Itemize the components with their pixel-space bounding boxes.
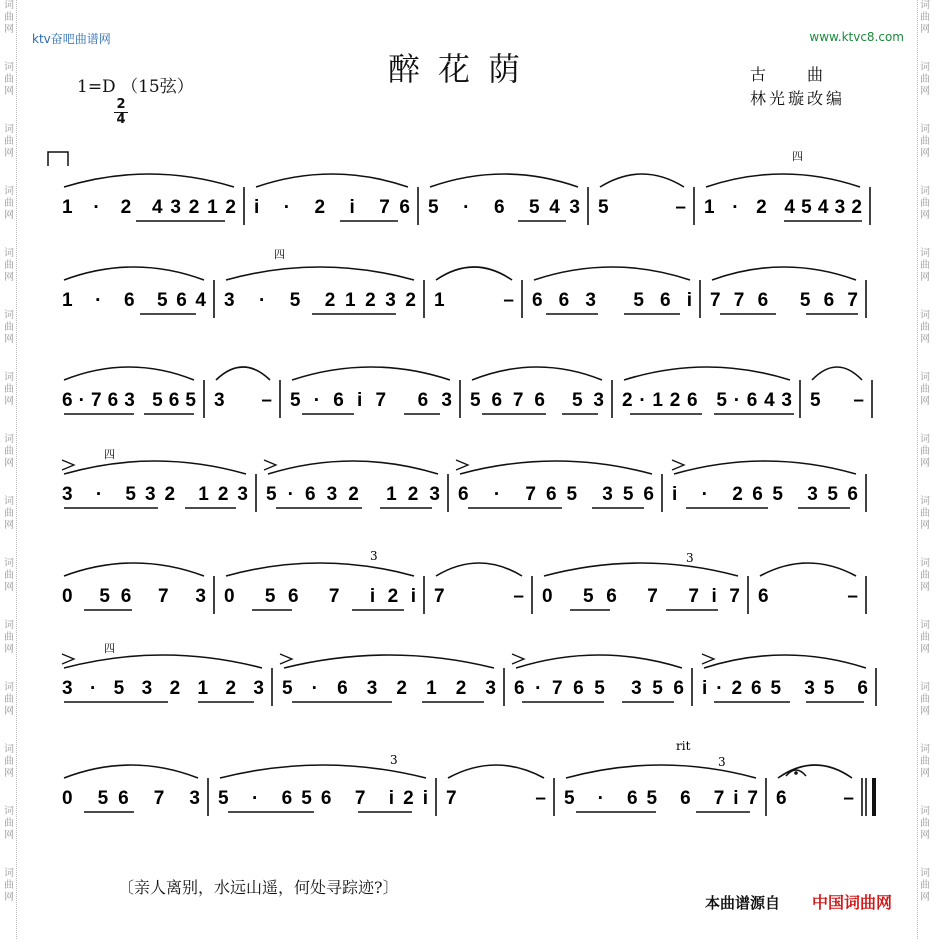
slur-arc bbox=[534, 267, 690, 280]
slur-arc bbox=[706, 174, 860, 187]
measure-notes: 0 56 7 3 bbox=[62, 788, 200, 809]
watermark-glyphs: 词 曲 网 bbox=[4, 682, 14, 717]
measure-notes: 6 – bbox=[776, 788, 854, 809]
slur-arc bbox=[624, 367, 790, 380]
measure-notes: 6 · 765 356 bbox=[458, 484, 654, 505]
slur-arc bbox=[216, 367, 270, 380]
watermark-glyphs: 词 曲 网 bbox=[920, 372, 930, 407]
credit-arranger: 林光璇改编 bbox=[750, 89, 846, 108]
watermark-glyphs: 词 曲 网 bbox=[920, 558, 930, 593]
watermark-glyphs: 词 曲 网 bbox=[4, 620, 14, 655]
watermark-glyphs: 词 曲 网 bbox=[920, 186, 930, 221]
triplet-number: 3 bbox=[686, 551, 694, 565]
measure-notes: 776 567 bbox=[710, 290, 858, 311]
credit-genre: 古 曲 bbox=[750, 65, 827, 84]
measure-notes: 5 – bbox=[810, 390, 864, 411]
watermark-glyphs: 词 曲 网 bbox=[920, 744, 930, 779]
measure-notes: i·265 35 6 bbox=[702, 678, 868, 699]
triplet-number: 3 bbox=[718, 755, 726, 769]
song-title: 醉花荫 bbox=[388, 50, 539, 88]
watermark-glyphs: 词 曲 网 bbox=[4, 434, 14, 469]
measure-notes: 5·6i7 63 bbox=[290, 390, 452, 411]
slur-arc bbox=[292, 367, 450, 380]
measure-notes: 3 – bbox=[214, 390, 272, 411]
watermark-glyphs: 词 曲 网 bbox=[4, 372, 14, 407]
watermark-glyphs: 词 曲 网 bbox=[4, 310, 14, 345]
watermark-glyphs: 词 曲 网 bbox=[920, 806, 930, 841]
slur-arc bbox=[64, 563, 204, 576]
slur-arc bbox=[778, 765, 852, 778]
slur-arc bbox=[64, 267, 204, 280]
watermark-glyphs: 词 曲 网 bbox=[920, 0, 930, 35]
watermark-glyphs: 词 曲 网 bbox=[4, 496, 14, 531]
watermark-glyphs: 词 曲 网 bbox=[920, 496, 930, 531]
accent-mark bbox=[512, 654, 524, 664]
accent-mark bbox=[702, 654, 714, 664]
site-watermark-right[interactable]: www.ktvc8.com bbox=[809, 30, 904, 44]
slur-arc bbox=[812, 367, 862, 380]
slur-arc bbox=[436, 267, 512, 280]
measure-notes: 3 · 532 123 bbox=[62, 484, 248, 505]
accent-mark bbox=[280, 654, 292, 664]
measure-notes: 1 – bbox=[434, 290, 514, 311]
slur-arc bbox=[430, 174, 578, 187]
measure-notes: 6 – bbox=[758, 586, 858, 607]
measure-notes: 5 – bbox=[598, 197, 686, 218]
watermark-glyphs: 词 曲 网 bbox=[920, 434, 930, 469]
measure-notes: 5676 53 bbox=[470, 390, 604, 411]
measure-notes: 0 56 7 i2i bbox=[224, 586, 416, 607]
slur-arc bbox=[566, 765, 756, 778]
lyric-line: 〔亲人离别，水远山遥，何处寻踪迹?〕 bbox=[118, 878, 399, 897]
technique-mark-si: 四 bbox=[104, 448, 115, 461]
key-signature: 1=D （15弦） bbox=[77, 77, 194, 97]
measure-notes: i · 2 i 76 bbox=[254, 197, 410, 218]
source-site-link[interactable]: 中国词曲网 bbox=[812, 893, 893, 912]
measure-notes: 1 · 2 45432 bbox=[704, 197, 862, 218]
site-watermark-left[interactable]: ktv奋吧曲谱网 bbox=[32, 32, 111, 46]
measure-notes: 5·632 123 bbox=[266, 484, 440, 505]
watermark-glyphs: 词 曲 网 bbox=[4, 868, 14, 903]
meter-top: 2 bbox=[116, 97, 126, 112]
source-label: 本曲谱源自 bbox=[705, 894, 781, 912]
measure-notes: 6·765 356 bbox=[514, 678, 684, 699]
slur-arc bbox=[760, 563, 856, 576]
watermark-glyphs: 词 曲 网 bbox=[4, 744, 14, 779]
watermark-glyphs: 词 曲 网 bbox=[920, 620, 930, 655]
slur-arc bbox=[226, 267, 414, 280]
accent-mark bbox=[672, 460, 684, 470]
watermark-glyphs: 词 曲 网 bbox=[920, 868, 930, 903]
measure-notes: 3 · 5 21232 bbox=[224, 290, 416, 311]
accent-mark bbox=[264, 460, 276, 470]
tempo-rit: rit bbox=[676, 739, 691, 753]
watermark-glyphs: 词 曲 网 bbox=[920, 62, 930, 97]
measure-notes: 2·126 5·643 bbox=[622, 390, 792, 411]
slur-arc bbox=[436, 563, 522, 576]
measure-notes: 5 · 6 3 2 1 2 3 bbox=[282, 678, 496, 699]
slur-arc bbox=[226, 563, 414, 576]
measure-notes: 5 · 6 543 bbox=[428, 197, 580, 218]
measure-notes: 1 · 2 43212 bbox=[62, 197, 236, 218]
slur-arc bbox=[674, 461, 856, 474]
accent-mark bbox=[62, 460, 74, 470]
measure-notes: 0 56 7 7i7 bbox=[542, 586, 740, 607]
measure-notes: 6·763 565 bbox=[62, 390, 196, 411]
triplet-number: 3 bbox=[390, 753, 398, 767]
measure-notes: 7 – bbox=[446, 788, 546, 809]
technique-mark-si: 四 bbox=[792, 150, 803, 163]
watermark-glyphs: 词 曲 网 bbox=[4, 186, 14, 221]
slur-arc bbox=[256, 174, 408, 187]
slur-arc bbox=[712, 267, 856, 280]
watermark-glyphs: 词 曲 网 bbox=[4, 124, 14, 159]
slur-arc bbox=[704, 655, 866, 668]
watermark-glyphs: 词 曲 网 bbox=[4, 62, 14, 97]
triplet-number: 3 bbox=[370, 549, 378, 563]
measure-notes: 3 · 5 3 2 1 2 3 bbox=[62, 678, 264, 699]
slur-arc bbox=[64, 461, 246, 474]
technique-mark-si: 四 bbox=[104, 642, 115, 655]
watermark-glyphs: 词 曲 网 bbox=[920, 248, 930, 283]
measure-notes: 1 · 6 564 bbox=[62, 290, 206, 311]
slur-arc bbox=[64, 765, 198, 778]
opening-bracket bbox=[48, 152, 68, 166]
watermark-glyphs: 词 曲 网 bbox=[4, 806, 14, 841]
technique-mark-si: 四 bbox=[274, 248, 285, 261]
slur-arc bbox=[516, 655, 682, 668]
fermata-dot bbox=[794, 771, 798, 775]
measure-notes: 5 · 65 6 7i7 bbox=[564, 788, 758, 809]
watermark-glyphs: 词 曲 网 bbox=[920, 682, 930, 717]
slur-arc bbox=[268, 461, 438, 474]
measure-notes: 5 · 656 7 i2i bbox=[218, 788, 428, 809]
measure-notes: i · 265 356 bbox=[672, 484, 858, 505]
watermark-glyphs: 词 曲 网 bbox=[4, 0, 14, 35]
slur-arc bbox=[600, 174, 684, 187]
slur-arc bbox=[472, 367, 602, 380]
slur-arc bbox=[64, 174, 234, 187]
accent-mark bbox=[456, 460, 468, 470]
measure-notes: 0 56 7 3 bbox=[62, 586, 206, 607]
slur-arc bbox=[64, 367, 194, 380]
slur-arc bbox=[64, 655, 262, 668]
slur-arc bbox=[448, 765, 544, 778]
slur-arc bbox=[544, 563, 738, 576]
watermark-glyphs: 词 曲 网 bbox=[920, 124, 930, 159]
slur-arc bbox=[460, 461, 652, 474]
accent-mark bbox=[62, 654, 74, 664]
watermark-glyphs: 词 曲 网 bbox=[4, 248, 14, 283]
meter-bottom: 4 bbox=[116, 112, 126, 127]
watermark-glyphs: 词 曲 网 bbox=[920, 310, 930, 345]
slur-arc bbox=[284, 655, 494, 668]
measure-notes: 7 – bbox=[434, 586, 524, 607]
watermark-glyphs: 词 曲 网 bbox=[4, 558, 14, 593]
measure-notes: 663 56i bbox=[532, 290, 692, 311]
